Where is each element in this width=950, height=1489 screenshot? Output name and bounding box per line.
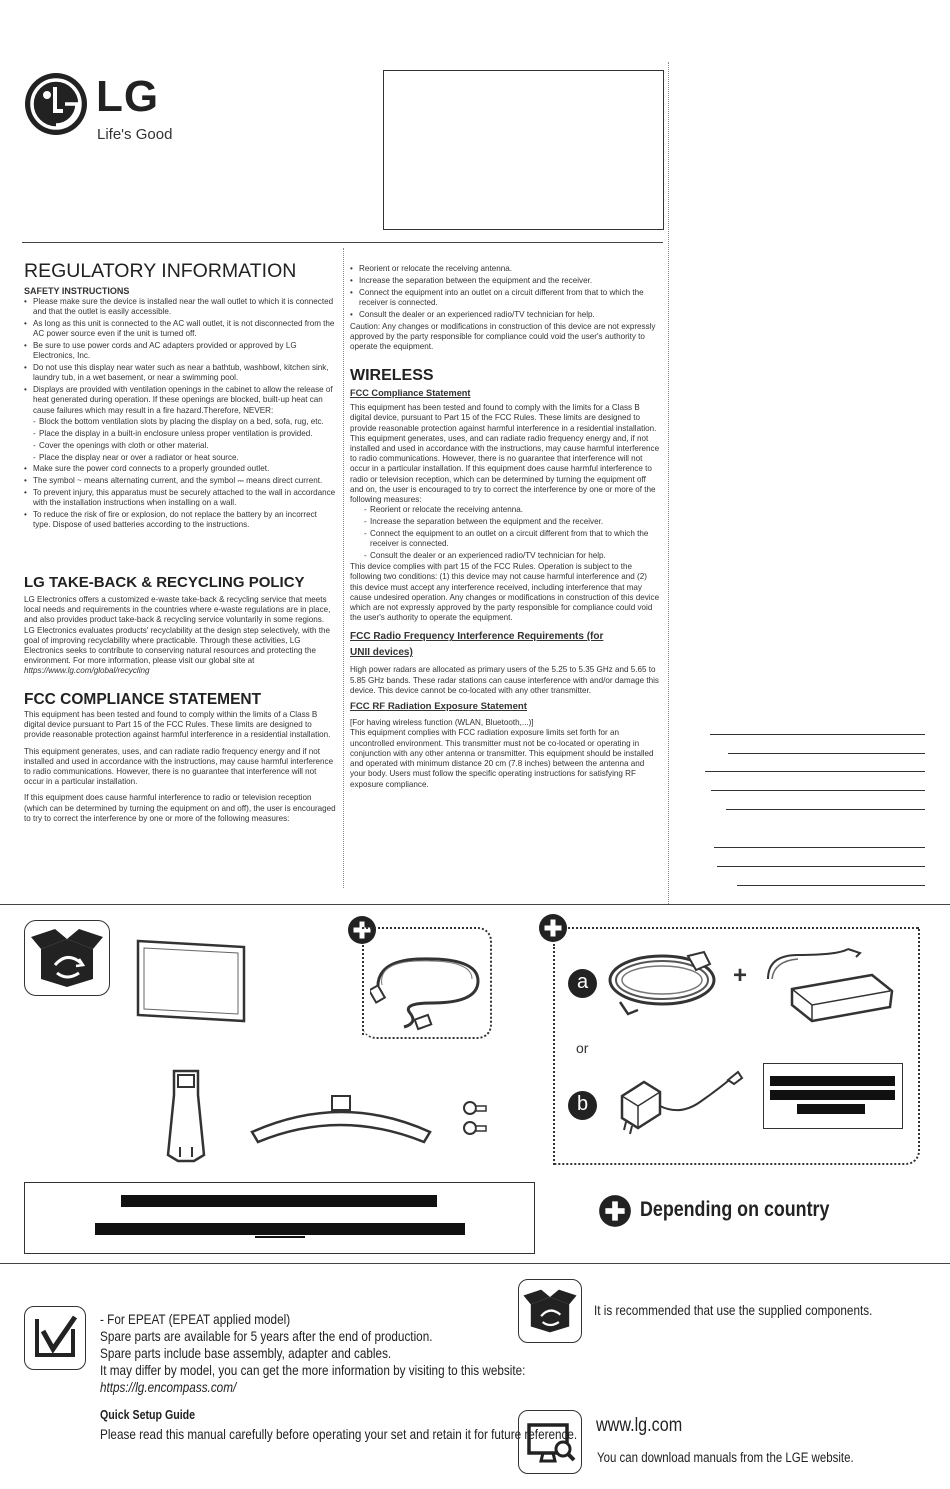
website-url[interactable]: www.lg.com [596, 1415, 683, 1436]
plus-sign: + [733, 962, 748, 989]
badge-a-label: a [576, 971, 589, 993]
signature-line [714, 847, 925, 848]
epeat-line: - For EPEAT (EPEAT applied model) [100, 1312, 291, 1327]
recycling-title: LG TAKE-BACK & RECYCLING POLICY [24, 574, 305, 591]
list-item: - Place the display in a built-in enclosure unless proper ventilation is provided. [39, 429, 336, 439]
ac-adapter-icon [762, 945, 898, 1025]
badge-b-label: b [576, 1093, 589, 1115]
list-item: • Do not use this display near water such as near a bathtub, washbowl, kitchen sink, laundry tub, in a wet basement, or near a swimming pool. [33, 363, 336, 383]
wall-adapter-icon [616, 1066, 746, 1136]
power-cord-icon [604, 946, 728, 1018]
signature-line [710, 734, 925, 735]
signature-line [737, 885, 925, 886]
list-item: • Reorient or relocate the receiving antenna. [359, 264, 656, 274]
redacted-label [763, 1063, 903, 1129]
divider-accessories [0, 904, 950, 905]
badge-a [568, 969, 597, 998]
rf-body: High power radars are allocated as primary users of the 5.25 to 5.35 GHz and 5.65 to 5.85 GHz bands. These radar stations can cause interference with and/or damage this device. This device cannot be co-located with any other transmitter. [350, 665, 659, 695]
fcc-measures [350, 264, 656, 320]
stand-body-icon [164, 1065, 208, 1165]
hdmi-cable-icon [370, 945, 486, 1033]
epeat-line: Spare parts are available for 5 years after the end of production. [100, 1329, 433, 1344]
epeat-line: Spare parts include base assembly, adapter and cables. [100, 1346, 392, 1361]
regulatory-section [24, 260, 336, 532]
or-label: or [576, 1040, 589, 1056]
exposure-note: [For having wireless function (WLAN, Bluetooth,...)] [350, 718, 534, 728]
epeat-text [100, 1311, 525, 1396]
quick-setup-guide [100, 1407, 577, 1443]
wireless-part15: This device complies with part 15 of the FCC Rules. Operation is subject to the following two conditions: (1) this device may not cause harmful interference and (2) this device must accept any interference received, including interference that may cause undesired operation. Any changes or modifications in construction of this device which are not expressly approved by the party responsible for compliance could void the user's authority to operate the equipment. [350, 562, 660, 623]
column-divider [343, 248, 344, 888]
divider-top [22, 242, 663, 243]
list-item: - Increase the separation between the equipment and the receiver. [370, 517, 660, 527]
fcc-section [24, 691, 336, 824]
label-box [383, 70, 664, 230]
wireless-fcc-heading: FCC Compliance Statement [350, 388, 471, 398]
list-item: • Connect the equipment into an outlet on a circuit different from that to which the receiver is connected. [359, 288, 656, 308]
wireless-fcc-body: This equipment has been tested and found to comply with the limits for a Class B digital device, pursuant to Part 15 of the FCC Rules. These limits are designed to provide reasonable protection against harmful interference in a residential installation. This equipment generates, uses, and can radiate radio frequency energy and, if not installed and used in accordance with the instructions, may cause harmful interference to radio communications. However, there is no guarantee that interference will not occur in a particular installation. If this equipment does cause harmful interference to radio or television reception, which can be determined by turning the equipment off and on, the user is encouraged to try to correct the interference by one or more of the following measures: [350, 403, 660, 505]
wireless-measures [350, 505, 660, 561]
signature-line [726, 809, 925, 810]
rf-heading-2: UNII devices) [350, 647, 413, 659]
power-options-top [568, 927, 918, 929]
power-options-left [553, 944, 555, 1165]
signature-line [711, 790, 925, 791]
wireless-section [350, 366, 660, 790]
regulatory-title: REGULATORY INFORMATION [24, 260, 297, 282]
optional-cable-box-left [362, 945, 364, 1035]
safety-heading: SAFETY INSTRUCTIONS [24, 286, 130, 296]
website-icon [518, 1410, 582, 1474]
list-item: - Connect the equipment to an outlet on a circuit different from that to which the receiver is connected. [370, 529, 660, 549]
signature-line [728, 753, 925, 754]
fcc-p1: This equipment has been tested and found to comply within the limits of a Class B digital device pursuant to Part 15 of the FCC Rules. These limits are designed to provide reasonable protection against harmful interference in a residential installation. [24, 710, 331, 740]
epeat-checkmark-icon [25, 1307, 85, 1369]
safety-list-2 [24, 464, 336, 530]
list-item: • As long as this unit is connected to the AC wall outlet, it is not disconnected from the AC power source even if the unit is turned off. [33, 319, 336, 339]
epeat-line: It may differ by model, you can get the more information by visiting to this website: [100, 1363, 526, 1378]
exposure-body: This equipment complies with FCC radiation exposure limits set forth for an uncontrolled environment. This transmitter must not be co-located or operating in conjunction with any other antenna or transmitter. This equipment should be installed and operated with minimum distance 20 cm (7.8 inches) between the antenna and your body. Users must follow the specific operating instructions for satisfying RF exposure compliance. [350, 728, 654, 789]
lg-tagline: Life's Good [97, 126, 173, 143]
qsg-title: Quick Setup Guide [100, 1408, 196, 1422]
fcc-p3: If this equipment does cause harmful interference to radio or television reception (which can be determined by turning the equipment on and off), the user is encouraged to try to correct the interference by one or more of the following measures: [24, 793, 336, 823]
lg-logo [24, 72, 184, 152]
list-item: - Block the bottom ventilation slots by placing the display on a bed, sofa, rug, etc. [39, 417, 336, 427]
signature-line [717, 866, 925, 867]
list-item: • Increase the separation between the equipment and the receiver. [359, 276, 656, 286]
list-item: • Make sure the power cord connects to a properly grounded outlet. [33, 464, 336, 474]
download-text: You can download manuals from the LGE website. [597, 1450, 854, 1465]
lg-wordmark: LG [96, 72, 160, 121]
fcc-caution: Caution: Any changes or modifications in construction of this device are not expressly approved by the party responsible for compliance could void the user's authority to operate the equipment. [350, 321, 656, 352]
screws-icon [462, 1100, 488, 1140]
list-item: • Displays are provided with ventilation openings in the cabinet to allow the release of heat generated during operation. If these openings are blocked, built-up heat can cause failures which may result in a fire hazard.Therefore, NEVER: [33, 385, 336, 416]
rf-heading-1: FCC Radio Frequency Interference Requirements (for [350, 631, 604, 643]
never-list [24, 417, 336, 462]
epeat-url[interactable]: https://lg.encompass.com/ [100, 1380, 237, 1395]
list-item: • The symbol ~ means alternating current, and the symbol ⎓ means direct current. [33, 476, 336, 486]
exposure-heading: FCC RF Radiation Exposure Statement [350, 701, 527, 713]
components-box-icon [518, 1279, 582, 1343]
qsg-body: Please read this manual carefully before operating your set and retain it for future reference. [100, 1427, 578, 1442]
stand-base-icon [248, 1090, 434, 1146]
lg-face-icon [24, 72, 88, 136]
list-item: • To prevent injury, this apparatus must be securely attached to the wall in accordance with the installation instructions when installing on a wall. [33, 488, 336, 508]
wireless-title: WIRELESS [350, 367, 434, 384]
list-item: • Be sure to use power cords and AC adapters provided or approved by LG Electronics, Inc. [33, 341, 336, 361]
fold-line [668, 62, 669, 904]
fcc-title: FCC COMPLIANCE STATEMENT [24, 691, 262, 708]
recommend-text: It is recommended that use the supplied components. [594, 1303, 873, 1318]
depending-on-country: Depending on country [640, 1198, 830, 1221]
box-icon [24, 920, 110, 996]
redacted-note-box [24, 1182, 535, 1254]
list-item: - Consult the dealer or an experienced radio/TV technician for help. [370, 551, 660, 561]
recycling-url[interactable]: https://www.lg.com/global/recycling [24, 666, 150, 676]
fcc-p2: This equipment generates, uses, and can radiate radio frequency energy and if not installed and used in accordance with the instructions, may cause harmful interference to radio communications. However, there is no guarantee that interference will not occur in a particular installation. [24, 746, 334, 787]
fcc-continued [350, 264, 656, 352]
list-item: • Please make sure the device is installed near the wall outlet to which it is connected and that the outlet is easily accessible. [33, 297, 336, 317]
divider-footer [0, 1263, 950, 1264]
list-item: • To reduce the risk of fire or explosion, do not replace the battery by an incorrect type. Dispose of used batteries according to the instructions. [33, 510, 336, 530]
list-item: - Place the display near or over a radiator or heat source. [39, 453, 336, 463]
badge-b [568, 1091, 597, 1120]
signature-line [705, 771, 925, 772]
plus-circle-icon [598, 1194, 632, 1228]
monitor-illustration [136, 939, 248, 1023]
list-item: • Consult the dealer or an experienced radio/TV technician for help. [359, 310, 656, 320]
recycling-body: LG Electronics offers a customized e-waste take-back & recycling service that meets local needs and requirements in the countries where e-waste regulations are in place, and also provides product take-back & recycling service voluntarily in some regions. LG Electronics evaluates products' recyclability at the design step selectively, with the goal of improving recyclability where practicable. Through these activities, LG Electronics seeks to contribute to conserving natural resources and protecting the environment. For more information, please visit our global site at [24, 595, 331, 666]
recycling-section [24, 574, 336, 677]
safety-list [24, 297, 336, 416]
list-item: - Cover the openings with cloth or other material. [39, 441, 336, 451]
epeat-logo [24, 1306, 86, 1370]
monitor-search-icon [519, 1411, 581, 1473]
list-item: - Reorient or relocate the receiving antenna. [370, 505, 660, 515]
